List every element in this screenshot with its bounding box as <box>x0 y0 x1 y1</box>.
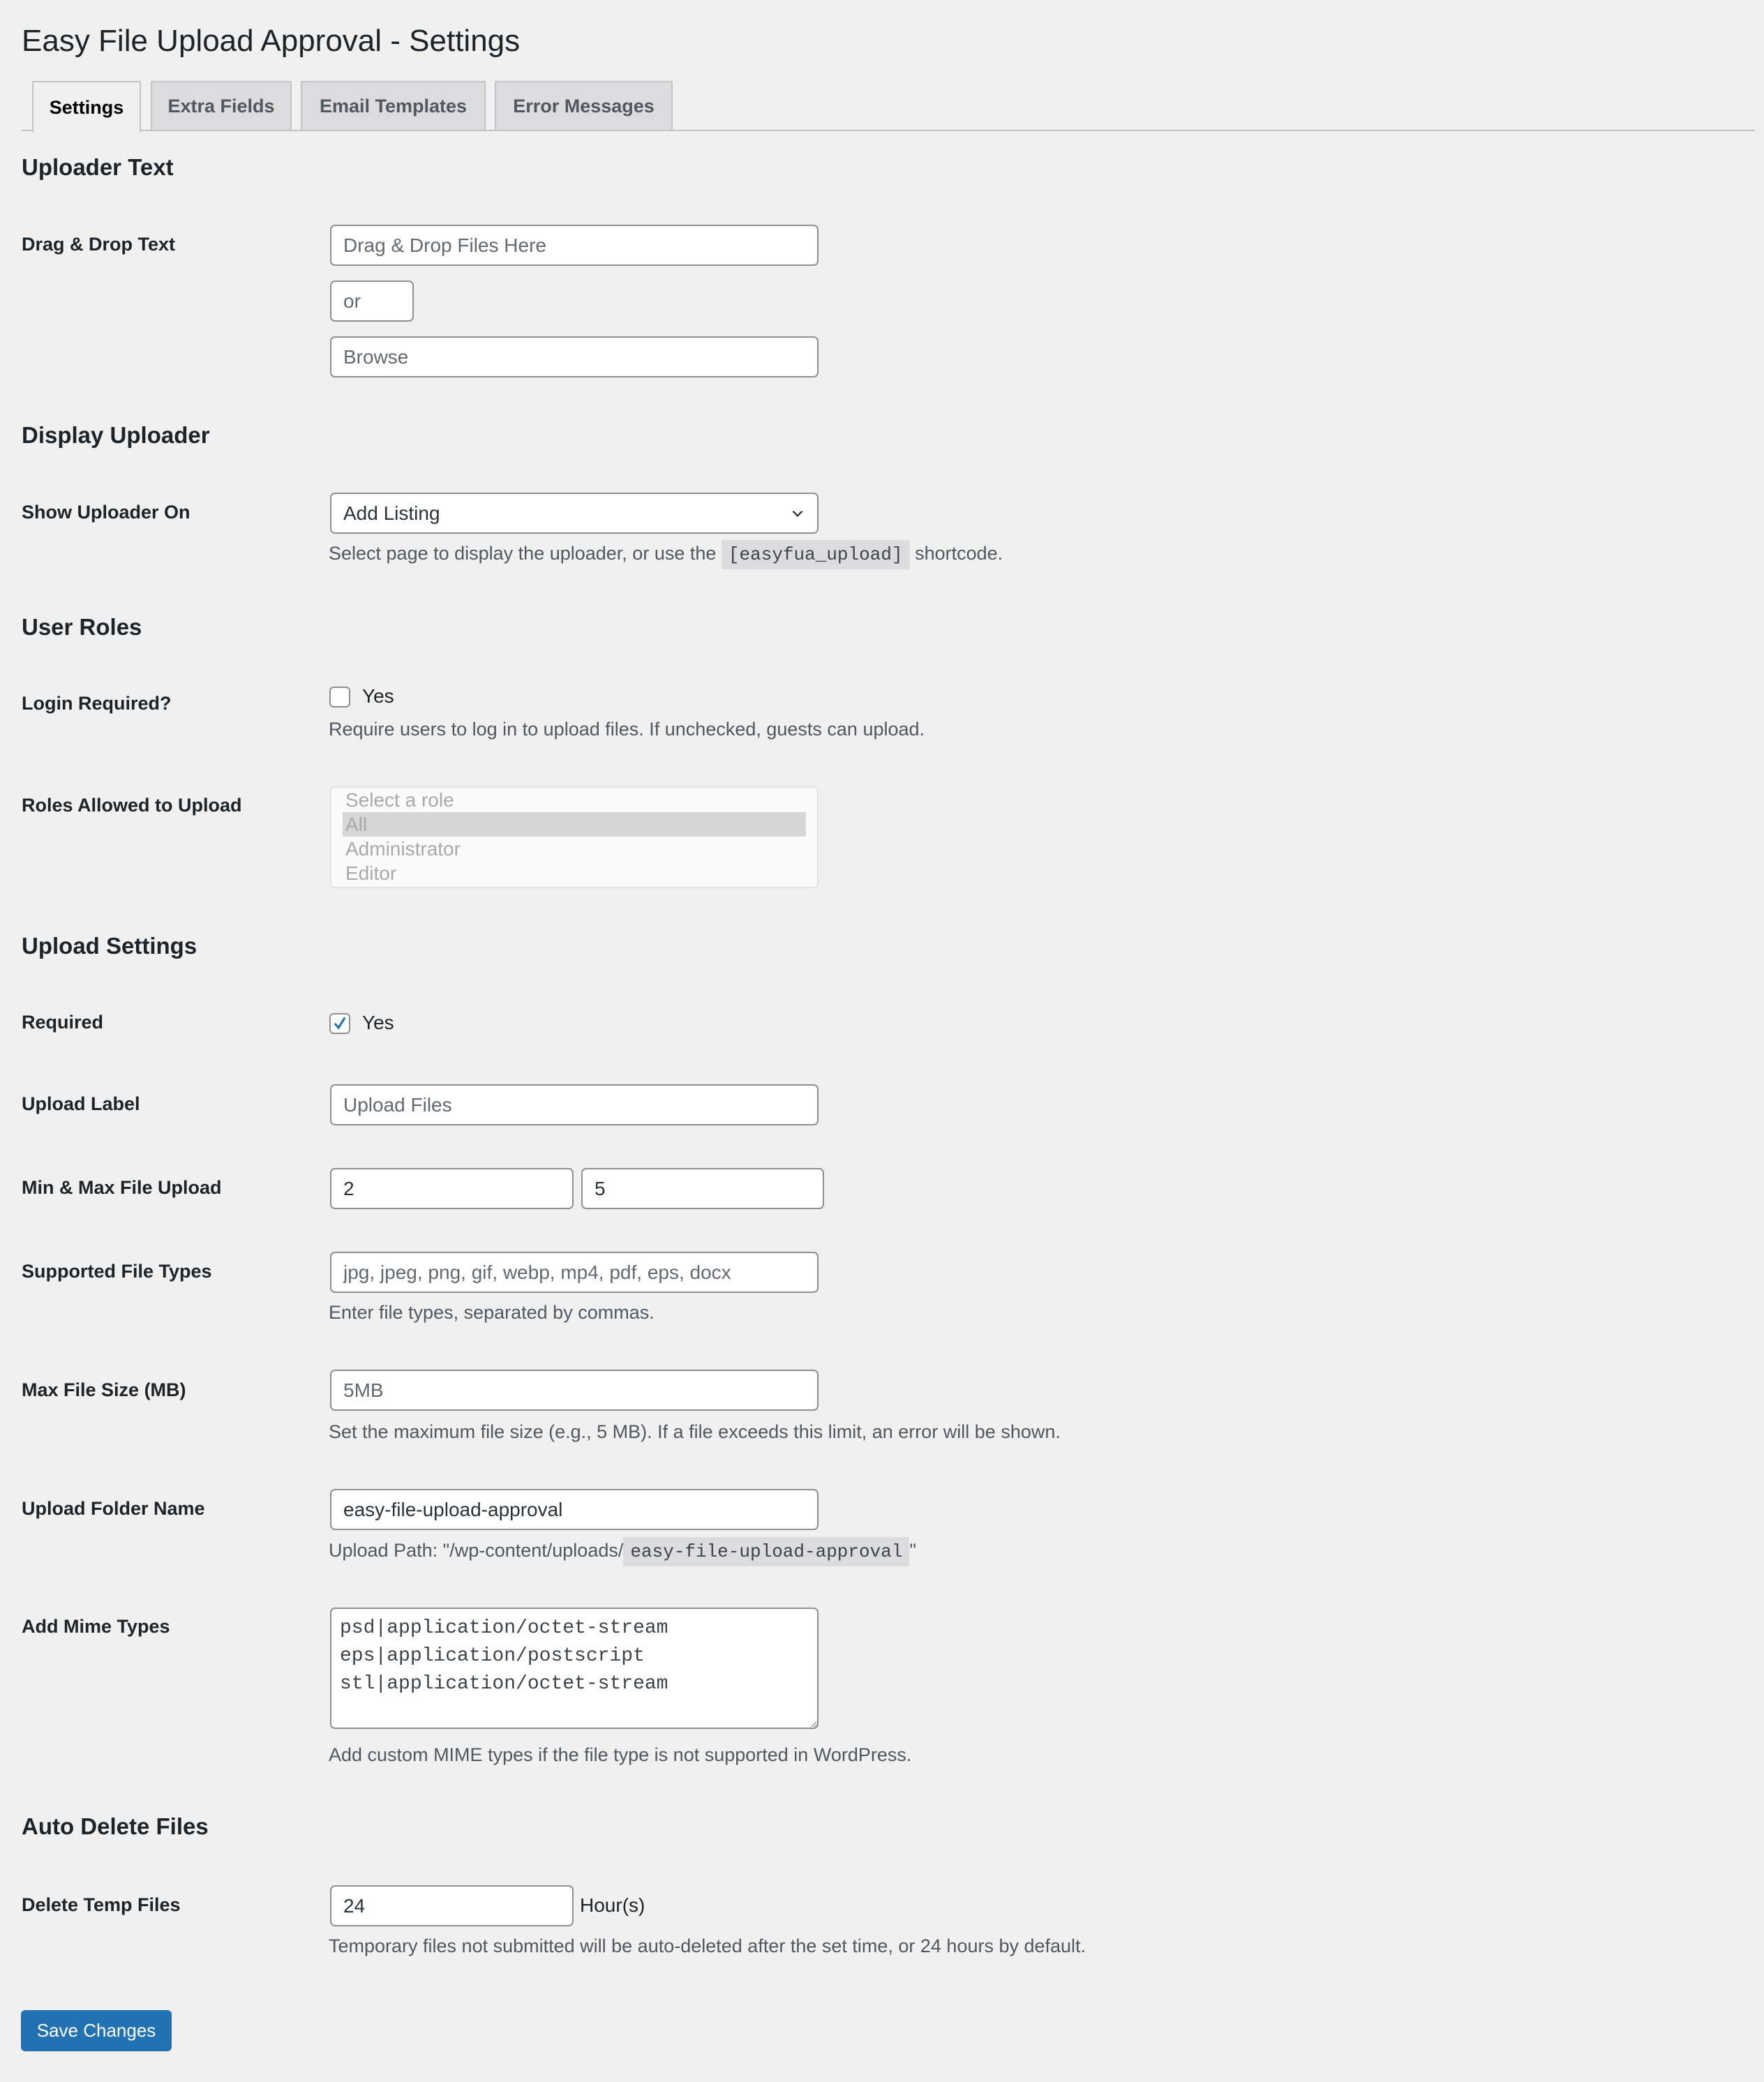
tab-extra-fields[interactable] <box>151 81 292 130</box>
login-required-label: Login Required? <box>22 693 172 714</box>
path-prefix: Upload Path: "/wp-content/uploads/ <box>329 1540 624 1561</box>
section-title-user-roles: User Roles <box>22 614 142 640</box>
tabs-divider <box>22 130 1755 131</box>
checkmark-icon <box>331 1015 348 1032</box>
max-size-description: Set the maximum file size (e.g., 5 MB). If a file exceeds this limit, an error will be shown. <box>329 1421 1061 1442</box>
show-uploader-on-select[interactable] <box>330 493 819 534</box>
roles-allowed-listbox[interactable] <box>330 786 819 888</box>
file-types-label: Supported File Types <box>22 1261 212 1282</box>
select-value: Add Listing <box>343 502 440 524</box>
roles-allowed-label: Roles Allowed to Upload <box>22 795 242 816</box>
page-title: Easy File Upload Approval - Settings <box>22 24 521 58</box>
show-uploader-description <box>329 541 1003 567</box>
tab-settings[interactable] <box>32 81 141 133</box>
required-yes-label: Yes <box>362 1012 394 1033</box>
file-types-input[interactable] <box>330 1252 819 1293</box>
delete-temp-description: Temporary files not submitted will be auto-deleted after the set time, or 24 hours by default. <box>329 1935 1086 1956</box>
min-files-input[interactable] <box>330 1168 574 1209</box>
file-types-description: Enter file types, separated by commas. <box>329 1302 655 1323</box>
path-code: easy-file-upload-approval <box>623 1537 909 1566</box>
delete-temp-label: Delete Temp Files <box>22 1894 181 1915</box>
chevron-down-icon <box>790 506 805 521</box>
tab-label: Settings <box>49 96 124 118</box>
tab-label: Extra Fields <box>167 95 275 117</box>
path-suffix: " <box>909 1540 917 1561</box>
tab-error-messages[interactable] <box>495 81 673 130</box>
mime-types-description: Add custom MIME types if the file type is not supported in WordPress. <box>329 1744 912 1765</box>
max-files-input[interactable] <box>581 1168 824 1209</box>
upload-label-label: Upload Label <box>22 1093 140 1114</box>
drag-drop-text-input[interactable] <box>330 225 819 266</box>
folder-name-input[interactable] <box>330 1489 819 1530</box>
folder-name-label: Upload Folder Name <box>22 1498 205 1519</box>
desc-text: Select page to display the uploader, or use the <box>329 543 717 564</box>
show-uploader-on-label: Show Uploader On <box>22 502 190 523</box>
role-option[interactable]: Administrator <box>345 838 461 860</box>
desc-text: shortcode. <box>915 543 1003 564</box>
upload-path-description <box>329 1538 916 1564</box>
tab-email-templates[interactable] <box>301 81 486 130</box>
role-option[interactable]: Editor <box>345 862 397 884</box>
upload-label-input[interactable] <box>330 1084 819 1125</box>
section-title-upload-settings: Upload Settings <box>22 933 197 959</box>
save-changes-button[interactable]: Save Changes <box>21 2010 172 2051</box>
login-required-yes-label: Yes <box>362 685 394 707</box>
hours-unit-label: Hour(s) <box>580 1894 645 1916</box>
section-title-uploader-text: Uploader Text <box>22 154 174 180</box>
max-size-input[interactable] <box>330 1370 819 1411</box>
section-title-display-uploader: Display Uploader <box>22 422 210 448</box>
tab-label: Error Messages <box>513 95 655 117</box>
section-title-auto-delete: Auto Delete Files <box>22 1813 209 1839</box>
mime-types-label: Add Mime Types <box>22 1616 170 1637</box>
max-size-label: Max File Size (MB) <box>22 1379 186 1400</box>
min-max-label: Min & Max File Upload <box>22 1177 222 1198</box>
or-text-input[interactable] <box>330 280 414 322</box>
shortcode: [easyfua_upload] <box>722 540 910 569</box>
mime-types-textarea[interactable] <box>330 1608 819 1729</box>
role-option-selected[interactable]: All <box>343 812 806 837</box>
login-required-description: Require users to log in to upload files. If unchecked, guests can upload. <box>329 719 925 740</box>
browse-text-input[interactable] <box>330 336 819 377</box>
required-checkbox[interactable] <box>329 1013 350 1034</box>
drag-drop-label: Drag & Drop Text <box>22 234 176 255</box>
role-option[interactable]: Select a role <box>345 789 454 811</box>
login-required-checkbox[interactable] <box>329 687 350 707</box>
delete-temp-hours-input[interactable] <box>330 1885 574 1926</box>
required-label: Required <box>22 1012 104 1033</box>
tab-label: Email Templates <box>319 95 468 117</box>
